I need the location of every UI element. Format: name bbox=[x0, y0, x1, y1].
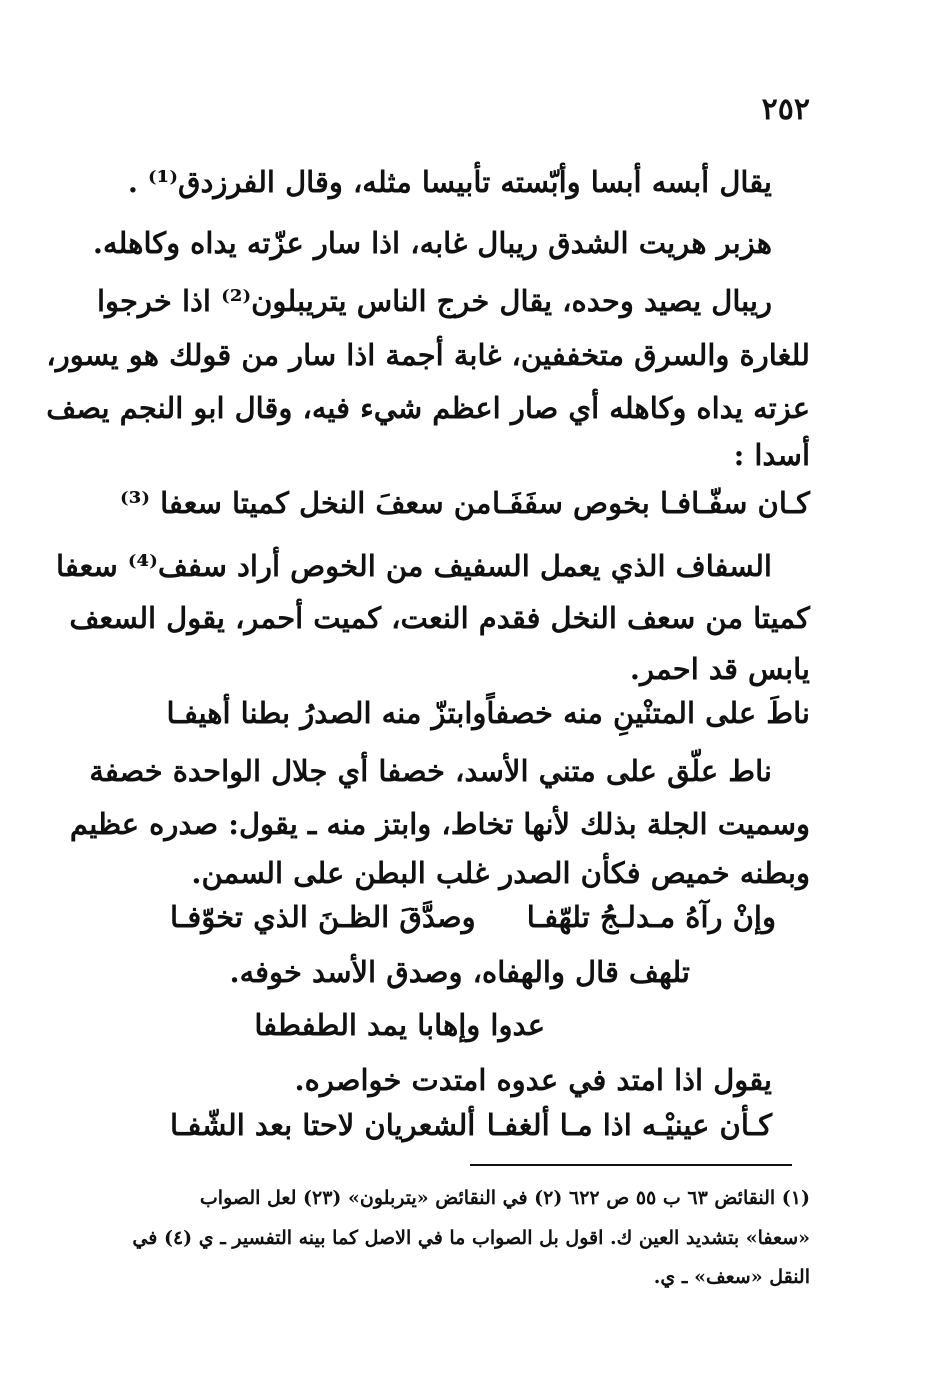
verse-first-hemistich: كـأن عينيْـه اذا مـا ألغفـا bbox=[486, 1108, 772, 1142]
footnote-line: «سعفا» بتشديد العين ك. اقول بل الصواب ما في الاصل كما بينه التفسير ـ ي (٤) في bbox=[132, 1227, 810, 1249]
text-line: وسميت الجلة بذلك لأنها تخاط، وابتز منه ـ يقول: صدره عظيم bbox=[69, 807, 810, 841]
footnote-rule bbox=[470, 1164, 792, 1166]
verse-single: عدوا وإهابا يمد الطفطفا bbox=[254, 1008, 545, 1042]
verse-line bbox=[120, 694, 810, 732]
footnote-line: النقل «سعف» ـ ي. bbox=[653, 1266, 810, 1288]
text-line: يابس قد احمر. bbox=[629, 652, 810, 686]
text-line: السفاف الذي يعمل السفيف من الخوص أراد سفف⁽⁴⁾ سعفا bbox=[56, 549, 772, 583]
text-line: عزته يداه وكاهله أي صار اعظم شيء فيه، وقال ابو النجم يصف bbox=[46, 391, 810, 425]
verse-line bbox=[120, 484, 810, 522]
footnote-line: (١) النقائض ٦٣ ب ٥٥ ص ٦٢٢ (٢) في النقائض «يتربلون» (٢٣) لعل الصواب bbox=[199, 1187, 810, 1209]
verse-second-hemistich: وابتزّ منه الصدرُ بطنا أهيفـا bbox=[166, 696, 487, 730]
verse-first-hemistich: ناطَ على المتنْينِ منه خصفاً bbox=[486, 696, 810, 730]
verse-first-hemistich: وإنْ رآهُ مـدلـجُ تلهّفـا bbox=[526, 900, 776, 934]
verse-second-hemistich: وصدَّقَ الظـنَ الذي تخوّفـا bbox=[170, 900, 476, 934]
verse-line bbox=[120, 1106, 810, 1144]
verse-line bbox=[120, 898, 810, 936]
text-line: ريبال يصيد وحده، يقال خرج الناس يتريبلون⁽²⁾ اذا خرجوا bbox=[96, 284, 772, 318]
verse-second-hemistich: ألشعريان لاحتا بعد الشّفـا bbox=[170, 1108, 476, 1142]
text-line: هزبر هريت الشدق ريبال غابه، اذا سار عزّته يداه وكاهله. bbox=[92, 226, 772, 260]
page-number: ٢٥٢ bbox=[761, 92, 810, 127]
verse-first-hemistich: كـان سفّـافـا بخوص سفَفَـا bbox=[491, 486, 810, 520]
text-line: للغارة والسرق متخففين، غابة أجمة اذا سار من قولك هو يسور، bbox=[46, 338, 810, 372]
text-line: ناط علّق على متني الأسد، خصفا أي جلال الواحدة خصفة bbox=[89, 754, 772, 788]
text-line: تلهف قال والهفاه، وصدق الأسد خوفه. bbox=[229, 955, 690, 989]
text-line: وبطنه خميص فكأن الصدر غلب البطن على السمن. bbox=[191, 856, 810, 890]
verse-second-hemistich: من سعفَ النخل كميتا سعفا ⁽³⁾ bbox=[120, 486, 492, 520]
text-line: كميتا من سعف النخل فقدم النعت، كميت أحمر، يقول السعف bbox=[69, 601, 810, 635]
text-line: أسدا : bbox=[733, 438, 810, 472]
text-line: يقال أبسه أبسا وأبّسته تأبيسا مثله، وقال الفرزدق⁽¹⁾ . bbox=[127, 165, 772, 199]
text-line: يقول اذا امتد في عدوه امتدت خواصره. bbox=[294, 1063, 772, 1097]
